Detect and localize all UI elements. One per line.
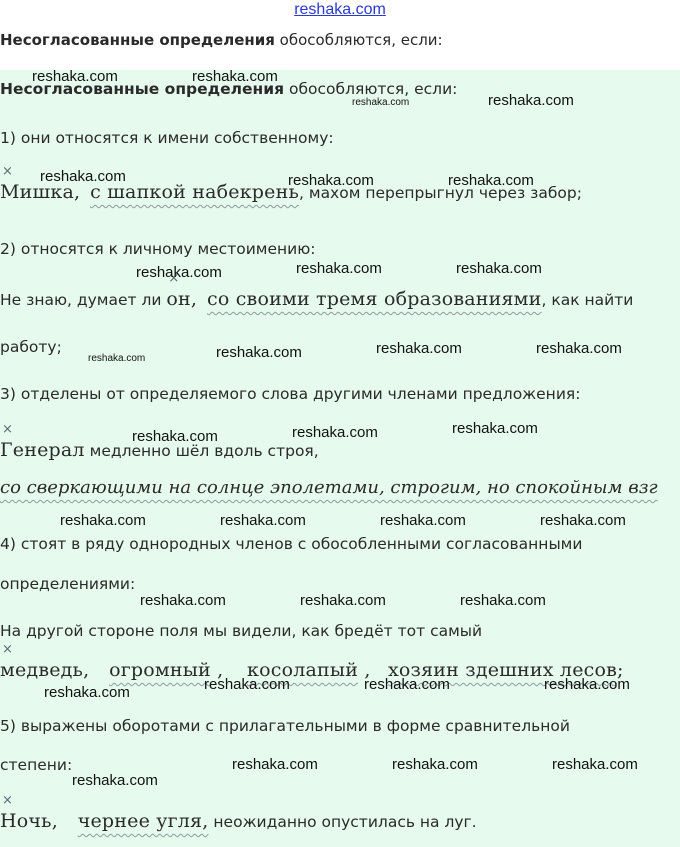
intro-bold: Несогласованные определения	[0, 31, 275, 49]
example-4-continued: × медведь, огромный , косолапый , хозяин здешних лесов;	[0, 659, 624, 681]
watermark: reshaka.com	[552, 756, 638, 773]
watermark: reshaka.com	[296, 260, 382, 277]
watermark: reshaka.com	[364, 676, 450, 693]
example-2	[0, 288, 633, 310]
example-2-start: Не знаю, думает ли	[0, 291, 167, 309]
watermark: reshaka.com	[72, 772, 158, 789]
example-2-rest: , как найти	[541, 291, 634, 309]
heading-bold: Несогласованные определения	[0, 80, 285, 98]
rule-4b: определениями:	[0, 575, 136, 593]
watermark: reshaka.com	[60, 512, 146, 529]
watermark: reshaka.com	[40, 168, 126, 185]
rule-5b: степени:	[0, 756, 73, 774]
watermark: reshaka.com	[544, 676, 630, 693]
watermark: reshaka.com	[380, 512, 466, 529]
example-1-phrase: с шапкой набекрень	[90, 181, 300, 203]
example-3-rest: медленно шёл вдоль строя,	[84, 442, 319, 460]
intro-rest: обособляются, если:	[274, 31, 443, 49]
example-5-subject: × Ночь,	[0, 810, 58, 832]
watermark: reshaka.com	[32, 68, 118, 85]
example-3-phrase: со сверкающими на солнце эполетами, строгим, но спокойным взг	[0, 477, 658, 498]
example-3-continued	[0, 477, 658, 498]
watermark: reshaka.com	[352, 97, 410, 108]
watermark: reshaka.com	[536, 340, 622, 357]
watermark: reshaka.com	[460, 592, 546, 609]
example-5-rest: неожиданно опустилась на луг.	[208, 813, 477, 831]
rule-2: 2) относятся к личному местоимению:	[0, 240, 316, 258]
example-4-word-2: косолапый	[247, 659, 359, 681]
watermark: reshaka.com	[132, 428, 218, 445]
watermark: reshaka.com	[204, 676, 290, 693]
example-2-subject: × он,	[166, 288, 197, 310]
example-2-continued: работу;	[0, 338, 62, 356]
watermark: reshaka.com	[88, 353, 146, 364]
example-4: На другой стороне поля мы видели, как бредёт тот самый	[0, 622, 483, 640]
watermark: reshaka.com	[392, 756, 478, 773]
watermark: reshaka.com	[136, 264, 222, 281]
example-3-subject: × Генерал	[0, 439, 85, 461]
watermark: reshaka.com	[452, 420, 538, 437]
watermark: reshaka.com	[216, 344, 302, 361]
watermark: reshaka.com	[448, 172, 534, 189]
rule-1: 1) они относятся к имени собственному:	[0, 129, 334, 147]
example-5-phrase: чернее угля,	[77, 810, 209, 832]
rule-4a: 4) стоят в ряду однородных членов с обособленными согласованными	[0, 535, 583, 553]
watermark: reshaka.com	[140, 592, 226, 609]
watermark: reshaka.com	[488, 92, 574, 109]
heading-rest: обособляются, если:	[284, 80, 458, 98]
watermark: reshaka.com	[376, 340, 462, 357]
rule-5a: 5) выражены оборотами с прилагательными в форме сравнительной	[0, 717, 570, 735]
example-1-subject: × Мишка,	[0, 181, 80, 203]
watermark: reshaka.com	[288, 172, 374, 189]
watermark: reshaka.com	[300, 592, 386, 609]
watermark: reshaka.com	[192, 68, 278, 85]
example-4-subject: × медведь,	[0, 659, 89, 681]
watermark: reshaka.com	[292, 424, 378, 441]
watermark: reshaka.com	[232, 756, 318, 773]
example-5	[0, 810, 477, 832]
watermark: reshaka.com	[44, 684, 130, 701]
watermark: reshaka.com	[220, 512, 306, 529]
example-2-phrase: со своими тремя образованиями	[207, 288, 542, 310]
watermark: reshaka.com	[540, 512, 626, 529]
example-4-word-1: огромный	[109, 659, 211, 681]
example-4-word-3: хозяин здешних лесов	[388, 659, 618, 681]
example-4-end: ;	[617, 659, 624, 681]
example-1-rest: , махом перепрыгнул через забор;	[299, 184, 582, 202]
watermark: reshaka.com	[456, 260, 542, 277]
site-link[interactable]: reshaka.com	[294, 1, 386, 18]
rule-3: 3) отделены от определяемого слова другими членами предложения:	[0, 385, 581, 403]
intro-line	[0, 31, 443, 49]
